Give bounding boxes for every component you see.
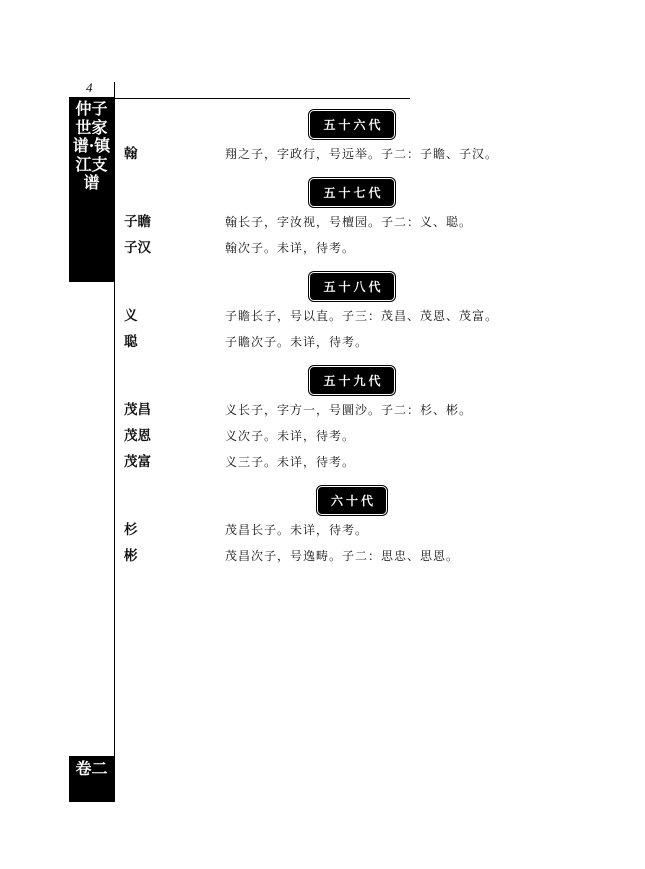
person-name: 翰 [124, 146, 138, 162]
person-entry [115, 423, 635, 449]
person-name: 茂恩 [124, 428, 151, 444]
generation-badge: 五十七代 [310, 179, 393, 206]
person-description: 子瞻长子，号以直。子三：茂昌、茂恩、茂富。 [225, 309, 499, 323]
person-description: 子瞻次子。未详，待考。 [225, 335, 369, 349]
person-description: 茂昌长子。未详，待考。 [225, 523, 369, 537]
person-name: 茂富 [124, 454, 151, 470]
generation-badge: 五十九代 [310, 367, 393, 394]
person-description: 翔之子，字政行，号远举。子二：子瞻、子汉。 [225, 147, 499, 161]
person-name: 子汉 [124, 240, 151, 256]
person-entry [115, 517, 635, 543]
generation-heading [115, 487, 587, 513]
person-description: 义三子。未详，待考。 [225, 455, 356, 469]
person-name: 子瞻 [124, 214, 151, 230]
person-description: 义次子。未详，待考。 [225, 429, 356, 443]
generation-badge: 五十八代 [310, 273, 393, 300]
person-description: 翰长子，字汝视，号檀园。子二：义、聪。 [225, 215, 473, 229]
generation-heading [115, 179, 587, 205]
person-entry [115, 449, 635, 475]
person-entry [115, 329, 635, 355]
person-description: 茂昌次子，号逸畴。子二：思忠、思恩。 [225, 549, 460, 563]
person-name: 茂昌 [124, 402, 151, 418]
person-description: 翰次子。未详，待考。 [225, 241, 356, 255]
person-name: 杉 [124, 522, 138, 538]
book-title-text: 仲子世家谱·镇江支谱 [72, 99, 111, 192]
person-entry [115, 543, 635, 569]
person-entry [115, 303, 635, 329]
generation-heading [115, 273, 587, 299]
person-entry [115, 235, 635, 261]
person-name: 义 [124, 308, 138, 324]
generation-heading [115, 367, 587, 393]
person-entry [115, 397, 635, 423]
volume-text: 卷二 [75, 759, 108, 778]
book-title-tab [69, 97, 114, 282]
generation-badge: 六十代 [318, 487, 386, 514]
generation-heading [115, 111, 587, 137]
page-number: 4 [86, 80, 93, 95]
person-entry [115, 209, 635, 235]
volume-tab [69, 756, 114, 802]
person-description: 义长子，字方一，号圜沙。子二：杉、彬。 [225, 403, 473, 417]
person-name: 聪 [124, 334, 138, 350]
genealogy-content [115, 99, 635, 569]
generation-badge: 五十六代 [310, 111, 393, 138]
person-entry [115, 141, 635, 167]
person-name: 彬 [124, 548, 138, 564]
